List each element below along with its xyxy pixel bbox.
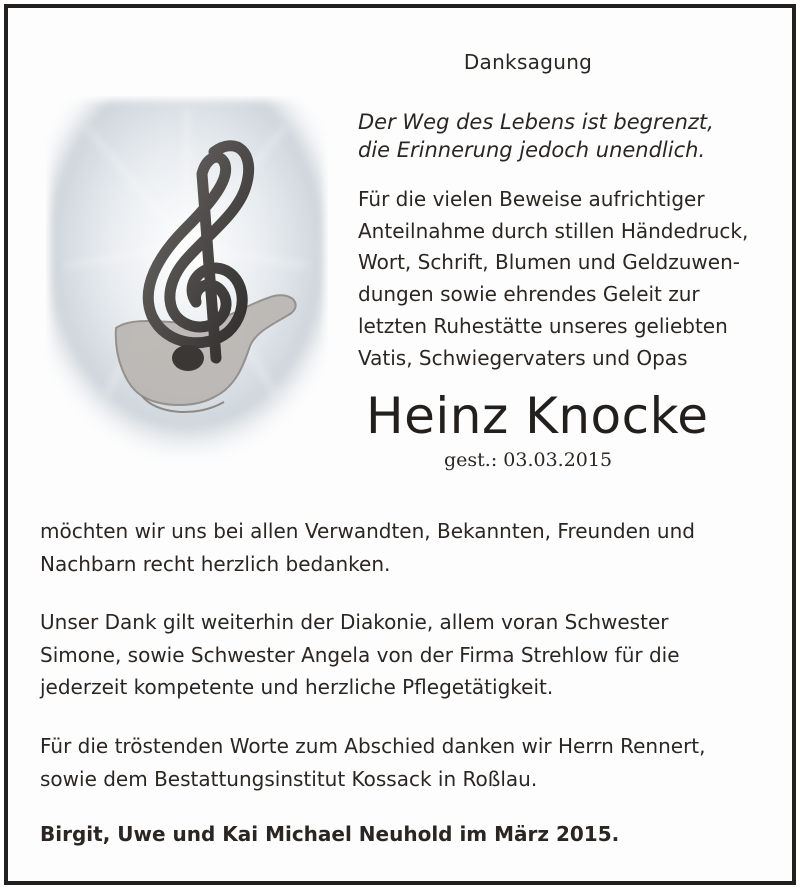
date-of-death: gest.: 03.03.2015 bbox=[444, 449, 613, 471]
paragraph-line: Für die tröstenden Worte zum Abschied danken wir Herrn Rennert, bbox=[40, 734, 706, 758]
paragraph-thanks-care bbox=[40, 606, 790, 704]
motto-line: die Erinnerung jedoch unendlich. bbox=[358, 138, 706, 162]
thanks-line: Für die vielen Beweise aufrichtiger bbox=[358, 187, 705, 211]
treble-clef-hand-icon bbox=[46, 96, 328, 460]
paragraph-thanks-relatives bbox=[40, 515, 790, 580]
signature: Birgit, Uwe und Kai Michael Neuhold im März 2015. bbox=[40, 822, 620, 846]
paragraph-line: jederzeit kompetente und herzliche Pflegetätigkeit. bbox=[40, 675, 554, 699]
motto-quote bbox=[358, 108, 788, 164]
obituary-notice bbox=[4, 4, 796, 885]
heading-title: Danksagung bbox=[463, 50, 593, 74]
thanks-line: Wort, Schrift, Blumen und Geldzuwen- bbox=[358, 250, 740, 275]
motto-line: Der Weg des Lebens ist begrenzt, bbox=[358, 110, 714, 134]
thanks-line: letzten Ruhestätte unseres geliebten bbox=[358, 313, 728, 338]
paragraph-thanks-funeral bbox=[40, 730, 790, 795]
thanks-line: dungen sowie ehrendes Geleit zur bbox=[358, 282, 700, 307]
deceased-name: Heinz Knocke bbox=[366, 387, 709, 445]
thanks-intro bbox=[358, 184, 798, 374]
paragraph-line: möchten wir uns bei allen Verwandten, Bekannten, Freunden und bbox=[40, 519, 695, 543]
thanks-line: Anteilnahme durch stillen Händedruck, bbox=[358, 218, 749, 243]
paragraph-line: Simone, sowie Schwester Angela von der Firma Strehlow für die bbox=[40, 642, 680, 667]
paragraph-line: Unser Dank gilt weiterhin der Diakonie, allem voran Schwester bbox=[40, 610, 669, 634]
paragraph-line: Nachbarn recht herzlich bedanken. bbox=[40, 551, 391, 576]
paragraph-line: sowie dem Bestattungsinstitut Kossack in Roßlau. bbox=[40, 766, 538, 791]
thanks-line: Vatis, Schwiegervaters und Opas bbox=[358, 345, 688, 370]
